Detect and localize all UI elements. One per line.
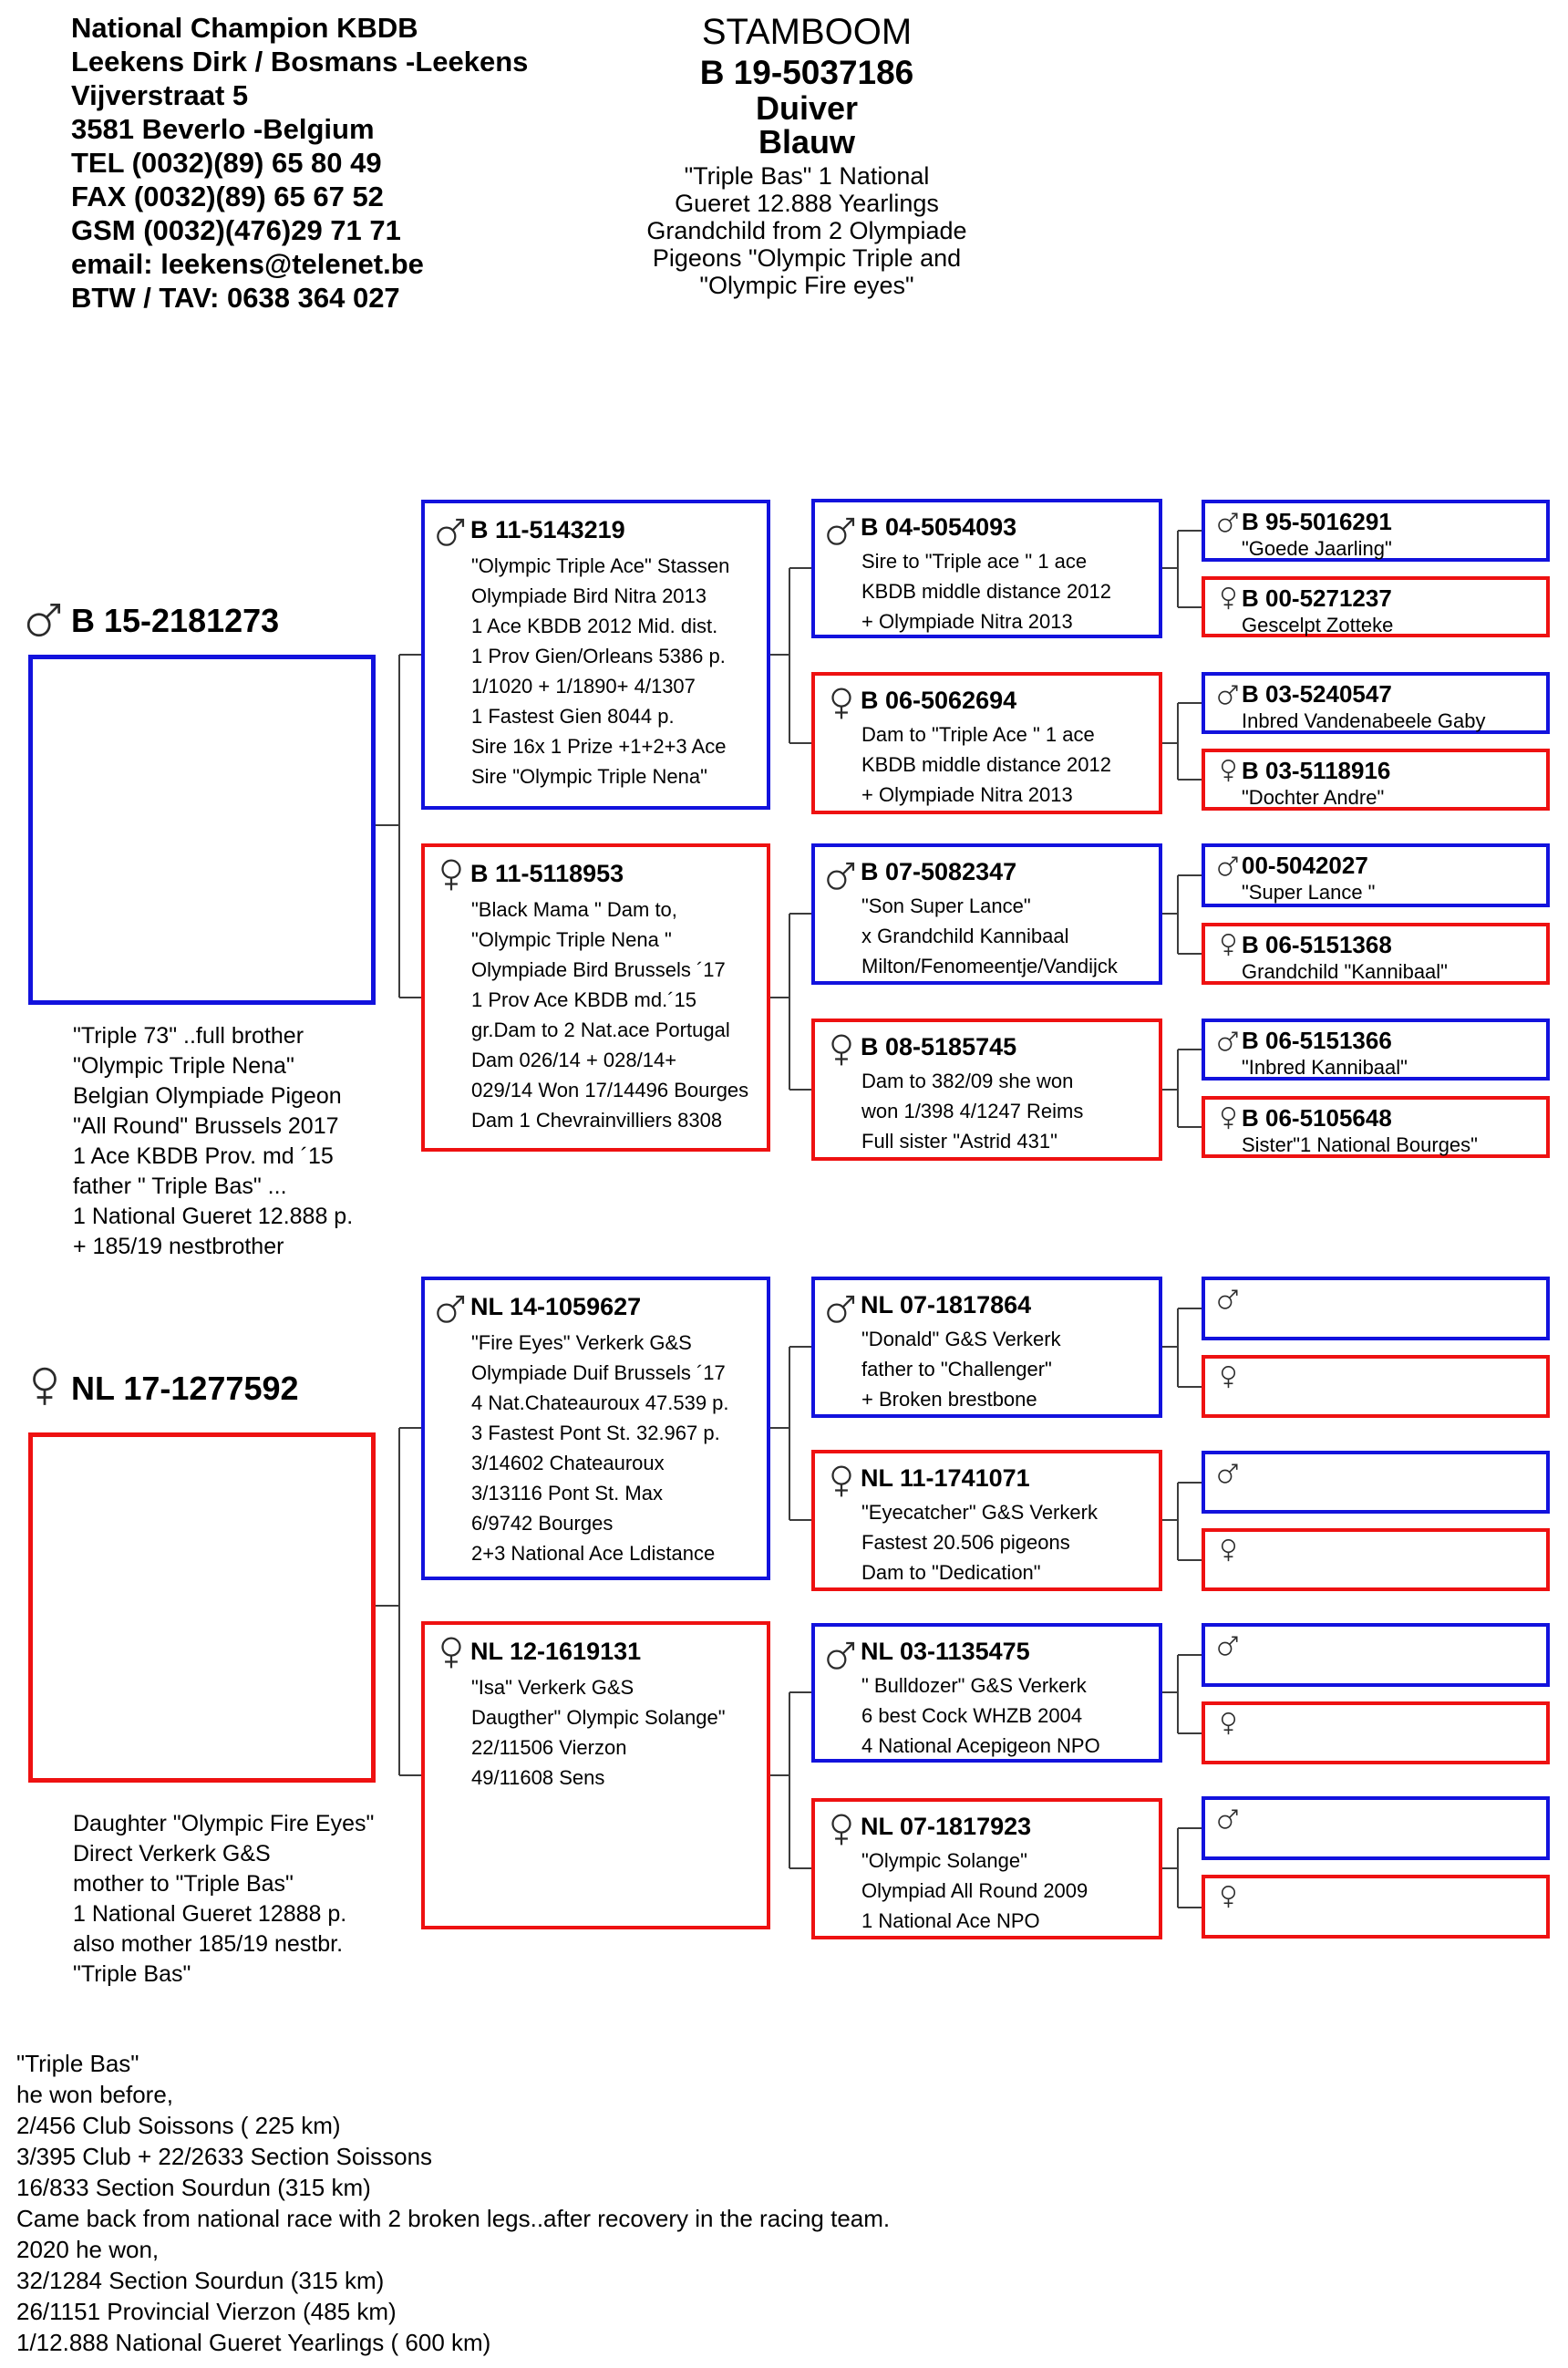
- pedigree-box-gen3: [811, 499, 1162, 638]
- text-line: + Olympiade Nitra 2013: [861, 783, 1073, 806]
- text-line: "Eyecatcher" G&S Verkerk: [861, 1501, 1098, 1524]
- text-line: Daughter "Olympic Fire Eyes": [73, 1811, 375, 1836]
- text-line: Olympiad All Round 2009: [861, 1879, 1088, 1902]
- text-line: "Triple 73" ..full brother: [73, 1023, 304, 1049]
- pedigree-box-gen4: [1202, 843, 1550, 907]
- text-line: Full sister "Astrid 431": [861, 1130, 1057, 1153]
- pedigree-box-gen4-empty: [1202, 1451, 1550, 1514]
- male-icon: [1216, 1287, 1241, 1311]
- text-line: KBDB middle distance 2012: [861, 753, 1111, 776]
- pedigree-box-gen4: [1202, 576, 1550, 637]
- female-icon: [824, 687, 859, 721]
- pedigree-box-gen3: [811, 1450, 1162, 1591]
- pigeon-name: Sister"1 National Bourges": [1242, 1133, 1478, 1156]
- male-icon: [824, 858, 859, 893]
- text-line: 4 National Acepigeon NPO: [861, 1734, 1100, 1757]
- male-icon: [1216, 1029, 1241, 1053]
- dam-notes: [73, 1809, 374, 1990]
- text-line: 2+3 National Ace Ldistance: [471, 1542, 716, 1565]
- text-line: x Grandchild Kannibaal: [861, 925, 1069, 947]
- text-line: TEL (0032)(89) 65 80 49: [71, 147, 382, 179]
- male-icon: [1216, 1633, 1241, 1658]
- subject-ring-number: B 19-5037186: [699, 54, 914, 91]
- pedigree-box-gen2-sire-sire: [421, 500, 770, 810]
- text-line: 1 National Ace NPO: [861, 1909, 1040, 1932]
- ring-number: B 06-5151366: [1242, 1027, 1392, 1054]
- ring-number: B 06-5105648: [1242, 1104, 1392, 1132]
- pigeon-name: "Goede Jaarling": [1242, 537, 1392, 560]
- text-line: he won before,: [16, 2081, 174, 2108]
- pedigree-box-gen4: [1202, 1096, 1550, 1158]
- female-icon: [1216, 1365, 1241, 1390]
- female-icon: [1216, 586, 1241, 611]
- pedigree-box-gen2-sire-dam: [421, 843, 770, 1152]
- text-line: 3/395 Club + 22/2633 Section Soissons: [16, 2143, 433, 2170]
- ring-number: 00-5042027: [1242, 852, 1368, 879]
- text-line: Dam to "Triple Ace " 1 ace: [861, 723, 1095, 746]
- female-icon: [1216, 1885, 1241, 1909]
- pedigree-box-gen4-empty: [1202, 1528, 1550, 1591]
- male-icon: [824, 1291, 859, 1326]
- text-line: "Triple Bas": [16, 2050, 139, 2077]
- text-line: "Triple Bas": [73, 1961, 191, 1987]
- ring-number: NL 03-1135475: [861, 1638, 1030, 1665]
- male-icon: [1216, 1806, 1241, 1831]
- male-icon: [434, 1291, 469, 1326]
- pedigree-box-gen3: [811, 843, 1162, 985]
- pedigree-box-gen2-dam-sire: [421, 1277, 770, 1580]
- text-line: email: leekens@telenet.be: [71, 248, 424, 280]
- ring-number: B 11-5143219: [470, 516, 625, 543]
- text-line: 16/833 Section Sourdun (315 km): [16, 2174, 371, 2201]
- pigeon-name: "Super Lance ": [1242, 881, 1376, 904]
- text-line: "Donald" G&S Verkerk: [861, 1328, 1061, 1350]
- text-line: "Olympic Triple Nena": [73, 1053, 294, 1079]
- text-line: Vijverstraat 5: [71, 79, 249, 111]
- male-icon: [824, 513, 859, 548]
- ring-number: B 95-5016291: [1242, 508, 1392, 535]
- pedigree-box-gen4-empty: [1202, 1355, 1550, 1418]
- pedigree-box-gen4-empty: [1202, 1623, 1550, 1687]
- text-line: 6 best Cock WHZB 2004: [861, 1704, 1083, 1727]
- pedigree-box-gen3: [811, 1277, 1162, 1418]
- pedigree-box-gen2-dam-dam: [421, 1621, 770, 1929]
- female-icon: [1216, 1106, 1241, 1131]
- text-line: Milton/Fenomeentje/Vandijck: [861, 955, 1118, 977]
- pigeon-name: Inbred Vandenabeele Gaby: [1242, 709, 1486, 732]
- text-line: Belgian Olympiade Pigeon: [73, 1083, 342, 1109]
- text-line: 3/14602 Chateauroux: [471, 1452, 665, 1474]
- text-line: Gueret 12.888 Yearlings: [675, 190, 939, 217]
- female-icon: [824, 1813, 859, 1847]
- text-line: Sire to "Triple ace " 1 ace: [861, 550, 1088, 573]
- text-line: Grandchild from 2 Olympiade: [646, 217, 967, 244]
- text-line: "Black Mama " Dam to,: [471, 898, 677, 921]
- ring-number: NL 07-1817923: [861, 1813, 1032, 1840]
- pedigree-box-gen4: [1202, 672, 1550, 734]
- ring-number: B 08-5185745: [861, 1033, 1017, 1060]
- female-icon: [1216, 1538, 1241, 1563]
- text-line: 1 Prov Gien/Orleans 5386 p.: [471, 645, 726, 667]
- text-line: 3581 Beverlo -Belgium: [71, 113, 375, 145]
- subject-subtitle: [583, 162, 1030, 299]
- text-line: also mother 185/19 nestbr.: [73, 1931, 344, 1957]
- pedigree-box-gen4-empty: [1202, 1701, 1550, 1764]
- text-line: KBDB middle distance 2012: [861, 580, 1111, 603]
- ring-number: B 06-5151368: [1242, 931, 1392, 958]
- female-icon: [434, 1636, 469, 1670]
- text-line: 2020 he won,: [16, 2236, 160, 2263]
- text-line: " Bulldozer" G&S Verkerk: [861, 1674, 1087, 1697]
- subject-color-label: Blauw: [758, 123, 855, 160]
- owner-info: [71, 11, 528, 315]
- title-block: [583, 9, 1030, 299]
- text-line: Dam to 382/09 she won: [861, 1070, 1074, 1092]
- text-line: Olympiade Duif Brussels ´17: [471, 1361, 726, 1384]
- ring-number: B 06-5062694: [861, 687, 1017, 714]
- pedigree-box-gen4-empty: [1202, 1277, 1550, 1340]
- text-line: "Fire Eyes" Verkerk G&S: [471, 1331, 692, 1354]
- pigeon-notes: [861, 546, 1111, 636]
- text-line: 1 Ace KBDB 2012 Mid. dist.: [471, 615, 718, 637]
- text-line: father to "Challenger": [861, 1358, 1052, 1380]
- dam-photo-frame: [28, 1432, 376, 1783]
- text-line: 1/12.888 National Gueret Yearlings ( 600 km): [16, 2329, 491, 2356]
- male-icon: [824, 1638, 859, 1672]
- ring-number: B 03-5118916: [1242, 757, 1391, 784]
- pedigree-box-gen3: [811, 1798, 1162, 1939]
- ring-number: B 03-5240547: [1242, 680, 1392, 708]
- text-line: BTW / TAV: 0638 364 027: [71, 282, 400, 314]
- male-icon: [1216, 1461, 1241, 1485]
- document-title: STAMBOOM: [701, 12, 913, 52]
- text-line: Came back from national race with 2 broken legs..after recovery in the racing team.: [16, 2205, 891, 2232]
- pigeon-notes: [861, 1066, 1083, 1156]
- pigeon-notes: [861, 1846, 1088, 1936]
- ring-number: NL 14-1059627: [470, 1293, 642, 1320]
- female-icon: [1216, 1711, 1241, 1736]
- pedigree-box-gen4-empty: [1202, 1796, 1550, 1860]
- pigeon-notes: [471, 1328, 729, 1568]
- pigeon-name: "Dochter Andre": [1242, 786, 1385, 809]
- text-line: 1 Prov Ace KBDB md.´15: [471, 988, 696, 1011]
- text-line: 1 Ace KBDB Prov. md ´15: [73, 1143, 334, 1169]
- text-line: GSM (0032)(476)29 71 71: [71, 214, 401, 246]
- text-line: father " Triple Bas" ...: [73, 1174, 287, 1199]
- text-line: + 185/19 nestbrother: [73, 1234, 284, 1259]
- text-line: won 1/398 4/1247 Reims: [861, 1100, 1084, 1122]
- female-icon: [824, 1033, 859, 1068]
- text-line: Dam 026/14 + 028/14+: [471, 1049, 677, 1071]
- pedigree-box-gen3: [811, 1623, 1162, 1763]
- male-icon: [24, 598, 66, 640]
- pedigree-box-gen3: [811, 672, 1162, 814]
- text-line: "Triple Bas" 1 National: [684, 162, 930, 190]
- text-line: 22/11506 Vierzon: [471, 1736, 627, 1759]
- pigeon-notes: [861, 1670, 1100, 1761]
- text-line: 4 Nat.Chateauroux 47.539 p.: [471, 1391, 729, 1414]
- pedigree-box-gen3: [811, 1019, 1162, 1161]
- pigeon-notes: [861, 1497, 1098, 1587]
- sire-ring-number: B 15-2181273: [71, 602, 280, 639]
- text-line: 3 Fastest Pont St. 32.967 p.: [471, 1422, 720, 1444]
- male-icon: [1216, 682, 1241, 707]
- text-line: Olympiade Bird Nitra 2013: [471, 584, 707, 607]
- text-line: 26/1151 Provincial Vierzon (485 km): [16, 2298, 397, 2325]
- text-line: + Olympiade Nitra 2013: [861, 610, 1073, 633]
- text-line: FAX (0032)(89) 65 67 52: [71, 181, 384, 212]
- sire-notes: [73, 1021, 353, 1262]
- pigeon-notes: [861, 1324, 1061, 1414]
- pedigree-box-gen4-empty: [1202, 1875, 1550, 1939]
- text-line: 3/13116 Pont St. Max: [471, 1482, 663, 1505]
- male-icon: [434, 514, 469, 549]
- pedigree-box-gen4: [1202, 1019, 1550, 1081]
- dam-ring-number: NL 17-1277592: [71, 1370, 299, 1407]
- ring-number: B 04-5054093: [861, 513, 1017, 541]
- text-line: Sire "Olympic Triple Nena": [471, 765, 707, 788]
- text-line: Daugther" Olympic Solange": [471, 1706, 726, 1729]
- pedigree-box-gen4: [1202, 923, 1550, 985]
- text-line: Olympiade Bird Brussels ´17: [471, 958, 726, 981]
- pedigree-box-gen4: [1202, 749, 1550, 811]
- subject-sex-label: Duiver: [755, 89, 859, 127]
- text-line: 1 Fastest Gien 8044 p.: [471, 705, 675, 728]
- text-line: "Olympic Solange": [861, 1849, 1027, 1872]
- text-line: 029/14 Won 17/14496 Bourges: [471, 1079, 749, 1101]
- pigeon-notes: [471, 1672, 726, 1793]
- female-icon: [1216, 933, 1241, 957]
- text-line: 1/1020 + 1/1890+ 4/1307: [471, 675, 696, 698]
- text-line: "All Round" Brussels 2017: [73, 1113, 339, 1139]
- text-line: Sire 16x 1 Prize +1+2+3 Ace: [471, 735, 727, 758]
- performance-notes: [16, 2048, 890, 2358]
- ring-number: NL 11-1741071: [861, 1464, 1030, 1492]
- ring-number: B 11-5118953: [470, 860, 624, 887]
- text-line: "Olympic Triple Nena ": [471, 928, 672, 951]
- ring-number: NL 07-1817864: [861, 1291, 1032, 1318]
- text-line: 6/9742 Bourges: [471, 1512, 614, 1535]
- ring-number: B 00-5271237: [1242, 584, 1392, 612]
- text-line: + Broken brestbone: [861, 1388, 1037, 1411]
- pigeon-notes: [471, 551, 729, 791]
- text-line: Direct Verkerk G&S: [73, 1841, 271, 1866]
- text-line: 1 National Gueret 12.888 p.: [73, 1204, 354, 1229]
- text-line: mother to "Triple Bas": [73, 1871, 294, 1897]
- text-line: Pigeons "Olympic Triple and: [652, 244, 962, 272]
- male-icon: [1216, 853, 1241, 878]
- ring-number: NL 12-1619131: [470, 1638, 642, 1665]
- female-icon: [824, 1464, 859, 1499]
- pigeon-notes: [861, 891, 1118, 981]
- male-icon: [1216, 510, 1241, 534]
- text-line: "Son Super Lance": [861, 894, 1031, 917]
- pigeon-name: "Inbred Kannibaal": [1242, 1056, 1408, 1079]
- pedigree-box-gen4: [1202, 500, 1550, 562]
- female-icon: [24, 1366, 66, 1408]
- ring-number: B 07-5082347: [861, 858, 1017, 885]
- pigeon-notes: [861, 719, 1111, 810]
- female-icon: [434, 858, 469, 893]
- text-line: 32/1284 Section Sourdun (315 km): [16, 2267, 385, 2294]
- text-line: "Olympic Fire eyes": [699, 272, 914, 299]
- text-line: 2/456 Club Soissons ( 225 km): [16, 2112, 341, 2139]
- sire-photo-frame: [28, 655, 376, 1005]
- text-line: "Olympic Triple Ace" Stassen: [471, 554, 730, 577]
- pigeon-notes: [471, 894, 748, 1135]
- text-line: Dam to "Dedication": [861, 1561, 1041, 1584]
- text-line: National Champion KBDB: [71, 12, 418, 44]
- text-line: 1 National Gueret 12888 p.: [73, 1901, 347, 1927]
- text-line: Leekens Dirk / Bosmans -Leekens: [71, 46, 529, 78]
- text-line: "Isa" Verkerk G&S: [471, 1676, 634, 1699]
- text-line: Dam 1 Chevrainvilliers 8308: [471, 1109, 723, 1132]
- pigeon-name: Grandchild "Kannibaal": [1242, 960, 1448, 983]
- female-icon: [1216, 759, 1241, 783]
- text-line: Fastest 20.506 pigeons: [861, 1531, 1070, 1554]
- pigeon-name: Gescelpt Zotteke: [1242, 614, 1394, 636]
- text-line: gr.Dam to 2 Nat.ace Portugal: [471, 1019, 730, 1041]
- text-line: 49/11608 Sens: [471, 1766, 605, 1789]
